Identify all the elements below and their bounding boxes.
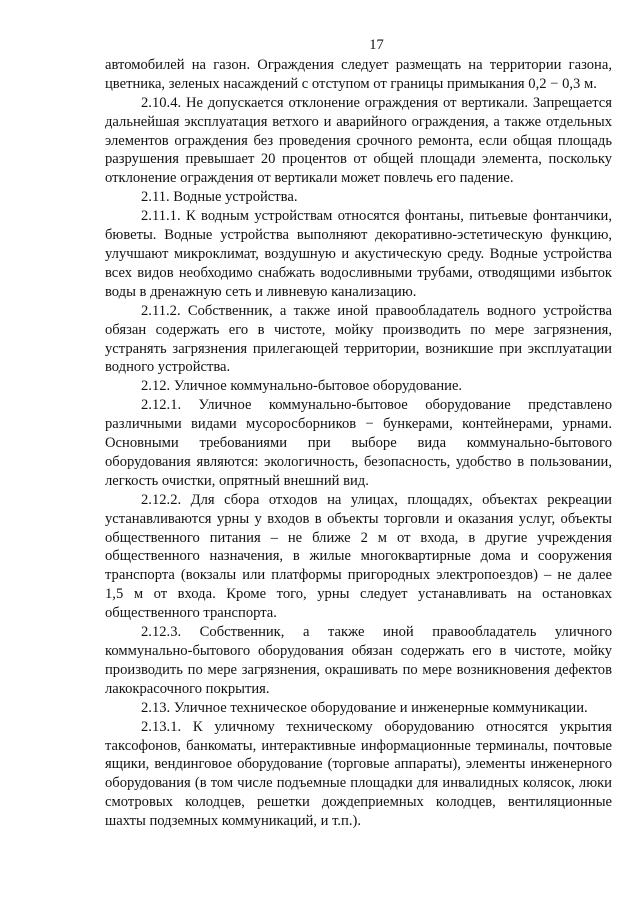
paragraph-2-11-2: 2.11.2. Собственник, а также иной правообладатель водного устройства обязан содержать его в чистоте, мойку производить по мере загрязнения, устранять загрязнения прилегающей территории, возникшие при эксплуатации водного устройства.	[105, 302, 612, 376]
paragraph-2-12-1: 2.12.1. Уличное коммунально-бытовое оборудование представлено различными видами мусоросборников − бункерами, контейнерами, урнами. Основными требованиями при выборе вида коммунально-бытового оборудования являются: экологичность, безопасность, удобство в пользовании, легкость очистки, опрятный внешний вид.	[105, 397, 612, 489]
paragraph-2-12-3: 2.12.3. Собственник, а также иной правообладатель уличного коммунально-бытового оборудования обязан содержать его в чистоте, мойку производить по мере загрязнения, окрашивать по мере возникновения дефектов лакокрасочного покрытия.	[105, 624, 612, 697]
paragraph-continuation: автомобилей на газон. Ограждения следует размещать на территории газона, цветника, зеленых насаждений с отступом от границы примыкания 0,2 − 0,3 м.	[105, 56, 612, 92]
section-heading-2-12: 2.12. Уличное коммунально-бытовое оборудование.	[141, 378, 463, 395]
section-heading-2-13: 2.13. Уличное техническое оборудование и инженерные коммуникации.	[141, 699, 588, 716]
paragraph-2-12-2: 2.12.2. Для сбора отходов на улицах, площадях, объектах рекреации устанавливаются урны у входов в объекты торговли и оказания услуг, объекты общественного питания – не ближе 2 м от входа, в другие учреждения общественного назначения, в жилые многоквартирные дома и сооружения транспорта (вокзалы или платформы пригородных электропоездов) – не далее 1,5 м от входа. Кроме того, урны следует устанавливать на остановках общественного транспорта.	[105, 491, 612, 622]
paragraph-2-10-4: 2.10.4. Не допускается отклонение ограждения от вертикали. Запрещается дальнейшая эксплуатация ветхого и аварийного ограждения, а также отдельных элементов ограждения без проведения срочного ремонта, если общая площадь разрушения превышает 20 процентов от общей площади элемента, поскольку отклонение ограждения от вертикали может повлечь его падение.	[105, 94, 612, 187]
section-heading-2-11: 2.11. Водные устройства.	[141, 189, 298, 206]
paragraph-2-11-1: 2.11.1. К водным устройствам относятся фонтаны, питьевые фонтанчики, бюветы. Водные устройства выполняют декоративно-эстетическую функцию, улучшают микроклимат, воздушную и акустическую среду. Водные устройства всех видов необходимо снабжать водосливными трубами, отводящими избыток воды в дренажную сеть и ливневую канализацию.	[105, 208, 612, 300]
paragraph-2-13-1: 2.13.1. К уличному техническому оборудованию относятся укрытия таксофонов, банкоматы, интерактивные информационные терминалы, почтовые ящики, вендинговое оборудование (торговые аппараты), элементы инженерного оборудования (в том числе подъемные площадки для инвалидных колясок, люки смотровых колодцев, решетки дождеприемных колодцев, вентиляционные шахты подземных коммуникаций, и т.п.).	[105, 718, 612, 830]
page-number: 17	[369, 37, 384, 53]
document-page	[105, 36, 612, 831]
